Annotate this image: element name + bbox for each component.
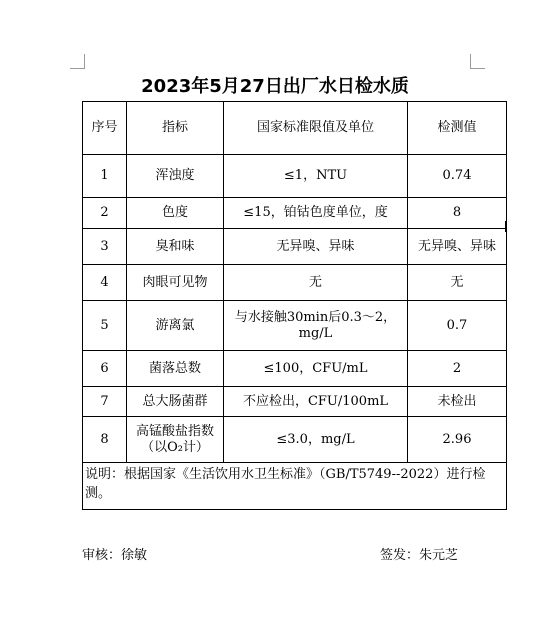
page-corner-mark-right [470, 54, 485, 69]
row-number: 7 [83, 387, 127, 417]
table-row [83, 351, 507, 387]
water-quality-table [82, 101, 507, 510]
indicator-name: 色度 [127, 198, 224, 229]
standard-limit: ≤3.0，mg/L [224, 417, 408, 463]
table-row [83, 417, 507, 463]
row-number: 3 [83, 229, 127, 265]
table-row [83, 229, 507, 265]
page-corner-mark-left [70, 54, 85, 69]
indicator-name: 浑浊度 [127, 155, 224, 198]
measured-value: 2.96 [408, 417, 507, 463]
table-row [83, 198, 507, 229]
table-header-row [83, 102, 507, 155]
indicator-name-main: 高锰酸盐指数 [135, 423, 214, 439]
standard-limit: ≤100，CFU/mL [224, 351, 408, 387]
measured-value: 无 [408, 265, 507, 301]
standard-limit: 与水接触30min后0.3～2，mg/L [224, 301, 408, 351]
measured-value: 未检出 [408, 387, 507, 417]
row-number: 8 [83, 417, 127, 463]
indicator-name: 总大肠菌群 [127, 387, 224, 417]
indicator-name: 肉眼可见物 [127, 265, 224, 301]
row-number: 4 [83, 265, 127, 301]
header-cell: 指标 [127, 102, 224, 155]
reviewer-signature: 审核：徐敏 [82, 548, 148, 563]
measured-value: 0.74 [408, 155, 507, 198]
measured-value: 0.7 [408, 301, 507, 351]
indicator-name: 菌落总数 [127, 351, 224, 387]
issuer-signature: 签发：朱元芝 [380, 548, 459, 563]
indicator-name: 臭和味 [127, 229, 224, 265]
table-row [83, 301, 507, 351]
table-row [83, 387, 507, 417]
measured-value: 2 [408, 351, 507, 387]
standard-limit: ≤15，铂钴色度单位，度 [224, 198, 408, 229]
header-cell: 检测值 [408, 102, 507, 155]
standard-limit: ≤1，NTU [224, 155, 408, 198]
row-number: 2 [83, 198, 127, 229]
note-row [83, 463, 507, 510]
measured-value: 无异嗅、异味 [408, 229, 507, 265]
measured-value: 8 [408, 198, 507, 229]
table-row [83, 265, 507, 301]
row-number: 1 [83, 155, 127, 198]
standard-limit: 无 [224, 265, 408, 301]
row-number: 5 [83, 301, 127, 351]
indicator-name-sub: （以O₂计） [141, 439, 209, 455]
row-number: 6 [83, 351, 127, 387]
header-cell: 国家标准限值及单位 [224, 102, 408, 155]
standard-limit: 不应检出，CFU/100mL [224, 387, 408, 417]
indicator-name [127, 417, 224, 463]
text-cursor [505, 221, 507, 232]
table-row [83, 155, 507, 198]
indicator-name: 游离氯 [127, 301, 224, 351]
note-text: 说明：根据国家《生活饮用水卫生标准》（GB/T5749--2022）进行检测。 [83, 463, 507, 510]
header-cell: 序号 [83, 102, 127, 155]
document-title: 2023年5月27日出厂水日检水质 [141, 76, 409, 97]
standard-limit: 无异嗅、异味 [224, 229, 408, 265]
